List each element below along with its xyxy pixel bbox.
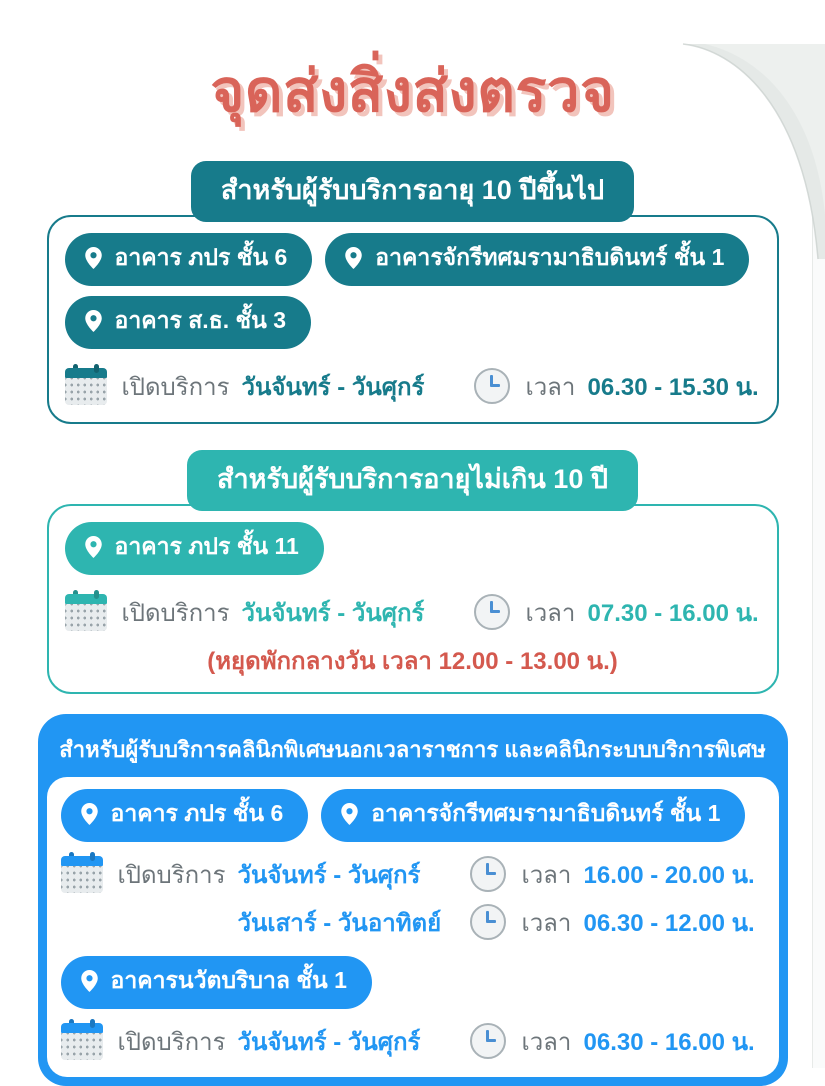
location-pin-icon	[81, 970, 98, 992]
section-3-header: สำหรับผู้รับบริการคลินิกพิเศษนอกเวลาราชการ และคลินิกระบบบริการพิเศษ	[59, 737, 766, 762]
open-label: เปิดบริการ	[117, 1028, 226, 1056]
open-label: เปิดบริการ	[121, 373, 230, 401]
schedule-row	[65, 362, 761, 410]
service-time: 06.30 - 16.00 น.	[583, 1028, 755, 1056]
service-days: วันเสาร์ - วันอาทิตย์	[237, 909, 442, 937]
location-pill	[65, 296, 312, 349]
lunch-break-note: (หยุดพักกลางวัน เวลา 12.00 - 13.00 น.)	[207, 648, 618, 675]
section-3-group-1	[61, 789, 765, 946]
section-age-under-10	[47, 450, 779, 694]
schedule-row	[65, 588, 761, 636]
location-label: อาคาร ส.ธ. ชั้น 3	[114, 307, 287, 333]
location-pill	[321, 789, 745, 842]
poster	[0, 44, 825, 1068]
schedule-row	[61, 1017, 765, 1065]
location-label: อาคาร ภปร ชั้น 6	[114, 244, 288, 270]
location-label: อาคาร ภปร ชั้น 11	[114, 533, 299, 559]
section-2-header: สำหรับผู้รับบริการอายุไม่เกิน 10 ปี	[187, 450, 638, 511]
time-label: เวลา	[521, 909, 572, 937]
location-label: อาคารจักรีทศมรามาธิบดินทร์ ชั้น 1	[371, 800, 721, 826]
section-special-clinic	[38, 714, 788, 1086]
section-2-locations	[65, 522, 761, 575]
service-days: วันจันทร์ - วันศุกร์	[237, 861, 421, 889]
location-pin-icon	[81, 803, 98, 825]
section-3-group-2	[61, 956, 765, 1065]
section-3-card	[47, 777, 779, 1077]
service-time: 07.30 - 16.00 น.	[587, 599, 759, 627]
time-label: เวลา	[525, 373, 576, 401]
schedule-row	[61, 850, 765, 898]
schedule-row	[61, 898, 765, 946]
location-pill	[65, 522, 324, 575]
clock-icon	[470, 904, 506, 940]
service-time: 06.30 - 15.30 น.	[587, 373, 759, 401]
location-pin-icon	[345, 247, 362, 269]
group-2-locations	[61, 956, 765, 1009]
time-label: เวลา	[521, 1028, 572, 1056]
page-title: จุดส่งสิ่งส่งตรวจ	[210, 59, 615, 124]
page-curl-decoration	[655, 44, 825, 259]
location-label: อาคารนวัตบริบาล ชั้น 1	[110, 967, 347, 993]
group-1-locations	[61, 789, 765, 842]
location-pill	[65, 233, 313, 286]
location-label: อาคารจักรีทศมรามาธิบดินทร์ ชั้น 1	[375, 244, 725, 270]
section-2-card	[47, 504, 779, 694]
calendar-icon	[61, 856, 103, 893]
clock-icon	[474, 368, 510, 404]
time-label: เวลา	[525, 599, 576, 627]
clock-icon	[470, 1023, 506, 1059]
clock-icon	[474, 594, 510, 630]
calendar-icon	[65, 368, 107, 405]
location-pin-icon	[85, 536, 102, 558]
calendar-icon	[65, 594, 107, 631]
location-pin-icon	[85, 310, 102, 332]
service-days: วันจันทร์ - วันศุกร์	[241, 599, 425, 627]
clock-icon	[470, 856, 506, 892]
service-days: วันจันทร์ - วันศุกร์	[237, 1028, 421, 1056]
location-pill	[61, 956, 372, 1009]
location-pin-icon	[341, 803, 358, 825]
time-label: เวลา	[521, 861, 572, 889]
service-time: 06.30 - 12.00 น.	[583, 909, 755, 937]
calendar-icon	[61, 1023, 103, 1060]
service-days: วันจันทร์ - วันศุกร์	[241, 373, 425, 401]
open-label: เปิดบริการ	[117, 861, 226, 889]
location-pill	[61, 789, 309, 842]
location-label: อาคาร ภปร ชั้น 6	[110, 800, 284, 826]
location-pin-icon	[85, 247, 102, 269]
service-time: 16.00 - 20.00 น.	[583, 861, 755, 889]
open-label: เปิดบริการ	[121, 599, 230, 627]
section-1-header: สำหรับผู้รับบริการอายุ 10 ปีขึ้นไป	[191, 161, 634, 222]
